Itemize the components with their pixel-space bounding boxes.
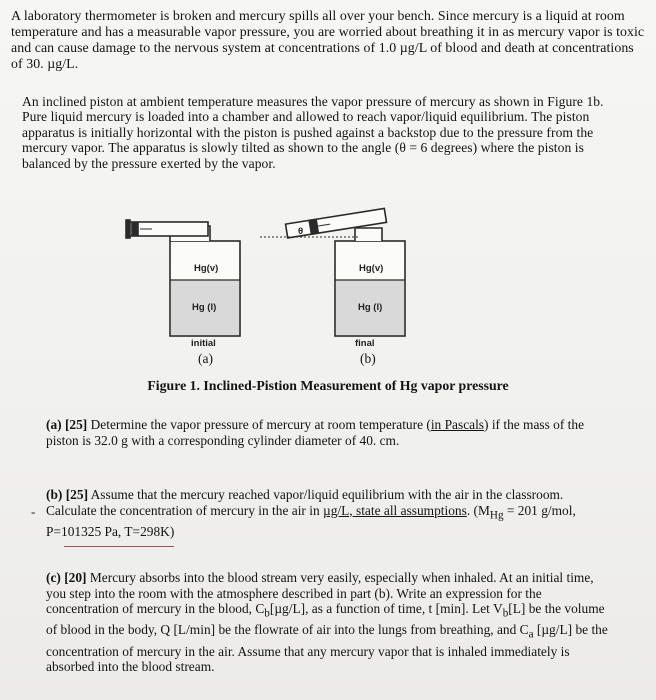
question-c-text-3: [L] be the volume of blood in the body, Q [L/min] be the flowrate of air into the lungs from breathing, and C bbox=[46, 601, 605, 638]
question-b-head: (b) [25] bbox=[46, 487, 89, 502]
theta-label: θ bbox=[298, 226, 304, 237]
question-c-text-2: [µg/L], as a function of time, t [min]. Let V bbox=[269, 601, 503, 617]
piston-diagram bbox=[110, 196, 520, 368]
question-a-text-2: ) if the mass of the piston is 32.0 g with a corresponding cylinder diameter of 40. cm. bbox=[46, 417, 585, 448]
inclined-piston-figure bbox=[110, 196, 520, 368]
question-a-underlined: in Pascals bbox=[430, 417, 485, 432]
question-b-subscript: Hg bbox=[489, 509, 504, 522]
question-c-sub-1: b bbox=[264, 607, 270, 620]
question-c-sub-3: a bbox=[528, 629, 534, 642]
question-b-underlined: µg/L, state all assumptions bbox=[323, 502, 467, 518]
right-piston bbox=[309, 219, 318, 234]
left-backstop bbox=[126, 220, 130, 238]
question-b-dash: - bbox=[31, 504, 36, 519]
right-riser bbox=[355, 228, 382, 241]
right-liquid-label: Hg (l) bbox=[358, 302, 383, 313]
question-c-sub-2: b bbox=[502, 607, 509, 620]
question-b bbox=[46, 487, 612, 539]
initial-apparatus bbox=[126, 220, 240, 336]
question-c-head: (c) [20] bbox=[46, 570, 87, 585]
left-vapor-label: Hg(v) bbox=[194, 263, 219, 274]
question-c-text-1: Mercury absorbs into the blood stream very easily, especially when inhaled. At an initial time, you step into the room with the atmosphere described in part (b). Write an expression for the concentration of mercury in the blood, C bbox=[46, 570, 594, 617]
question-b-text-2: . (M bbox=[466, 502, 490, 518]
question-b-text-1: Assume that the mercury reached vapor/liquid equilibrium with the air in the classroom. Calculate the concentration of mercury in the air in bbox=[46, 487, 564, 518]
subfigure-a-label: (a) bbox=[198, 351, 213, 366]
question-a-text-1: Determine the vapor pressure of mercury at room temperature ( bbox=[87, 417, 431, 432]
subfigure-b-label: (b) bbox=[360, 351, 376, 366]
final-label: final bbox=[355, 338, 375, 349]
question-c bbox=[46, 570, 616, 675]
left-liquid-label: Hg (l) bbox=[192, 302, 217, 313]
setup-paragraph: An inclined piston at ambient temperature measures the vapor pressure of mercury as shown in Figure 1b. Pure liquid mercury is loaded into a chamber and allowed to reach vapor/liquid equilibrium. The piston apparatus is initially horizontal with the piston is pushed against a backstop due to the pressure from the mercury vapor. The apparatus is slowly tilted as shown to the angle (θ = 6 degrees) where the piston is balanced by the pressure exerted by the vapor. bbox=[22, 94, 604, 171]
question-a bbox=[46, 417, 608, 448]
handwritten-underline bbox=[64, 546, 174, 547]
question-c-text-4: [µg/L] be the concentration of mercury in the air. Assume that any mercury vapor that is inhaled immediately is absorbed into the blood stream. bbox=[46, 622, 608, 675]
question-b-text-3: = 201 g/mol, P=101325 Pa, T=298K) bbox=[46, 502, 576, 539]
left-piston bbox=[132, 223, 138, 235]
question-a-head: (a) [25] bbox=[46, 417, 88, 432]
figure-caption: Figure 1. Inclined-Pistion Measurement of Hg vapor pressure bbox=[147, 378, 509, 393]
right-vapor-label: Hg(v) bbox=[359, 263, 384, 274]
initial-label: initial bbox=[191, 338, 216, 349]
intro-paragraph: A laboratory thermometer is broken and mercury spills all over your bench. Since mercury is a liquid at room temperature and has a measurable vapor pressure, you are worried about breathing it in as mercury vapor is toxic and can cause damage to the nervous system at concentrations of 1.0 µg/L of blood and death at concentrations of 30. µg/L. bbox=[11, 9, 645, 72]
